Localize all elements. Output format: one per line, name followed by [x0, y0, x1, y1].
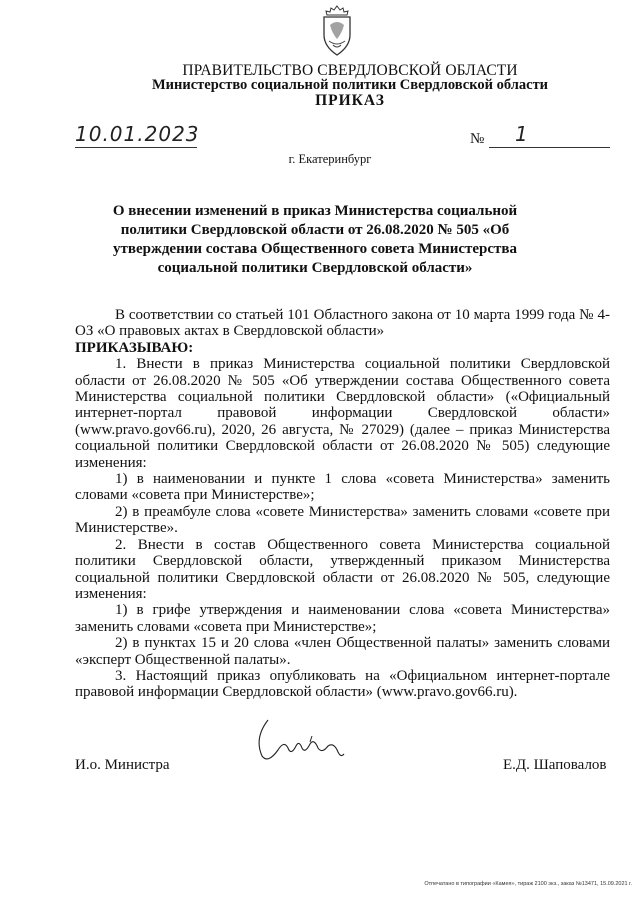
clause-1-1: 1) в наименовании и пункте 1 слова «совета Министерства» заменить словами «совета при Министерстве»;: [75, 471, 610, 504]
clause-2: 2. Внести в состав Общественного совета Министерства социальной политики Свердловской области, утвержденный приказом Министерства социальной политики Свердловской области от 26.08.2020 № 505, следующие изменения:: [75, 536, 610, 602]
number-label: №: [470, 131, 485, 147]
clause-2-1: 1) в грифе утверждения и наименовании слова «совета Министерства» заменить словами «совета при Министерстве»;: [75, 602, 610, 635]
date-underline: [75, 147, 197, 148]
coat-of-arms-icon: [317, 5, 357, 59]
document-title: О внесении изменений в приказ Министерства социальной политики Свердловской области от 26.08.2020 № 505 «Об утверждении состава Общественного совета Министерства социальной политики Свердловской области»: [112, 203, 518, 276]
signatory-position: И.о. Министра: [75, 757, 170, 773]
preamble: В соответствии со статьей 101 Областного закона от 10 марта 1999 года № 4-ОЗ «О правовых актах в Свердловской области»: [75, 307, 610, 340]
city: г. Екатеринбург: [288, 152, 372, 166]
clause-1-2: 2) в преамбуле слова «совете Министерства» заменить словами «совете при Министерстве».: [75, 503, 610, 537]
clause-1: 1. Внести в приказ Министерства социальной политики Свердловской области от 26.08.2020 № 505 «Об утверждении состава Общественного совета Министерства социальной политики Свердловской области» («Официальный интернет-портал правовой информации Свердловской области» (www.pravo.gov66.ru), 2020, 26 августа, № 27029) (далее – приказ Министерства социальной политики Свердловской области от 26.08.2020 № 505) следующие изменения:: [75, 356, 610, 471]
order-directive: ПРИКАЗЫВАЮ:: [75, 339, 194, 356]
government-name: ПРАВИТЕЛЬСТВО СВЕРДЛОВСКОЙ ОБЛАСТИ: [182, 62, 518, 79]
ministry-name: Министерство социальной политики Свердловской области: [151, 77, 549, 93]
handwritten-signature: [250, 712, 360, 772]
number-underline: [489, 147, 610, 148]
document-type: ПРИКАЗ: [315, 92, 385, 109]
signatory-name: Е.Д. Шаповалов: [503, 757, 607, 773]
order-date: 10.01.2023: [75, 122, 200, 146]
order-number: 1: [515, 122, 528, 146]
print-note: Отпечатано в типографии «Камея», тираж 2100 экз., заказ №13471, 15.09.2021 г.: [424, 881, 632, 887]
clause-2-2: 2) в пунктах 15 и 20 слова «член Общественной палаты» заменить словами «эксперт Общественной палаты».: [75, 635, 610, 668]
clause-3: 3. Настоящий приказ опубликовать на «Официальном интернет-портале правовой информации Свердловской области» (www.pravo.gov66.ru).: [75, 667, 610, 701]
document-body: [75, 307, 610, 701]
